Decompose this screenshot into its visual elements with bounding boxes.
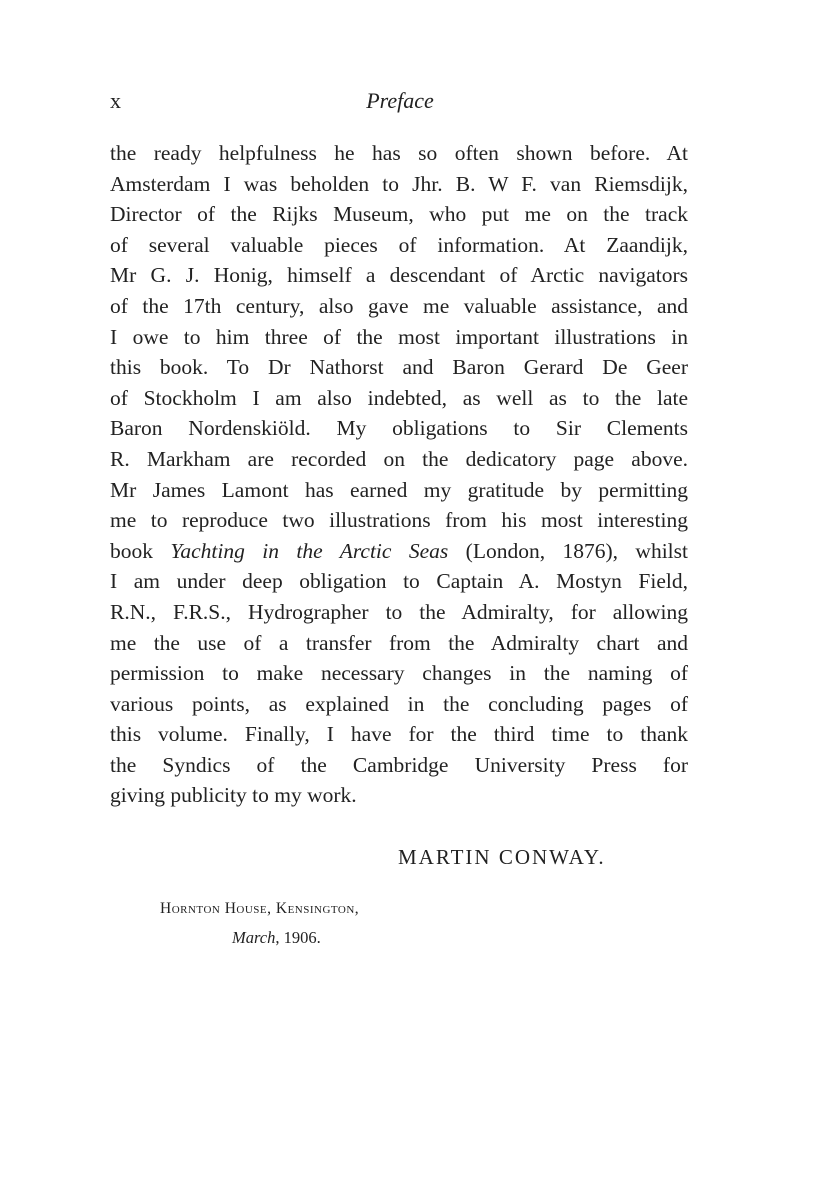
text-fragment: (London, 1876), whilst: [448, 538, 688, 563]
text-line: Mr G. J. Honig, himself a descendant of Arctic navigators: [110, 263, 688, 288]
text-line: Mr James Lamont has earned my gratitude by permitting: [110, 477, 688, 502]
text-line: of several valuable pieces of information. At Zaandijk,: [110, 232, 688, 257]
page-number: x: [110, 88, 122, 113]
address-line: Hornton House, Kensington,: [160, 900, 360, 917]
text-line-with-title: [110, 536, 688, 567]
text-line: R.N., F.R.S., Hydrographer to the Admiralty, for allowing: [110, 599, 688, 624]
text-line: the ready helpfulness he has so often shown before. At: [110, 141, 688, 165]
date-month: March: [232, 928, 276, 947]
text-line: of Stockholm I am also indebted, as well as to the late: [110, 385, 688, 410]
text-line: Amsterdam I was beholden to Jhr. B. W F. van Riemsdijk,: [110, 171, 688, 196]
text-line: Director of the Rijks Museum, who put me on the track: [110, 202, 688, 227]
book-title: Yachting in the Arctic Seas: [170, 538, 449, 563]
text-line: me to reproduce two illustrations from his most interesting: [110, 508, 688, 533]
text-line: various points, as explained in the concluding pages of: [110, 691, 688, 716]
text-line: this volume. Finally, I have for the third time to thank: [110, 722, 688, 747]
text-line: me the use of a transfer from the Admiralty chart and: [110, 630, 688, 655]
preface-paragraph: [110, 138, 688, 811]
text-line: permission to make necessary changes in the naming of: [110, 661, 688, 686]
text-line: R. Markham are recorded on the dedicatory page above.: [110, 446, 688, 471]
text-line: the Syndics of the Cambridge University Press for: [110, 752, 688, 777]
text-line-last: giving publicity to my work.: [110, 783, 357, 808]
running-head: Preface: [366, 88, 434, 113]
author-signature: MARTIN CONWAY.: [398, 845, 606, 869]
page-header: [110, 88, 690, 118]
text-line: I am under deep obligation to Captain A. Mostyn Field,: [110, 569, 688, 594]
text-line: of the 17th century, also gave me valuable assistance, and: [110, 293, 688, 318]
text-line: I owe to him three of the most important illustrations in: [110, 324, 688, 349]
text-line: Baron Nordenskiöld. My obligations to Sir Clements: [110, 416, 688, 441]
text-line: this book. To Dr Nathorst and Baron Gerard De Geer: [110, 355, 688, 380]
date-year: , 1906.: [275, 928, 321, 947]
date-line: [232, 928, 321, 948]
text-fragment: book: [110, 538, 171, 563]
